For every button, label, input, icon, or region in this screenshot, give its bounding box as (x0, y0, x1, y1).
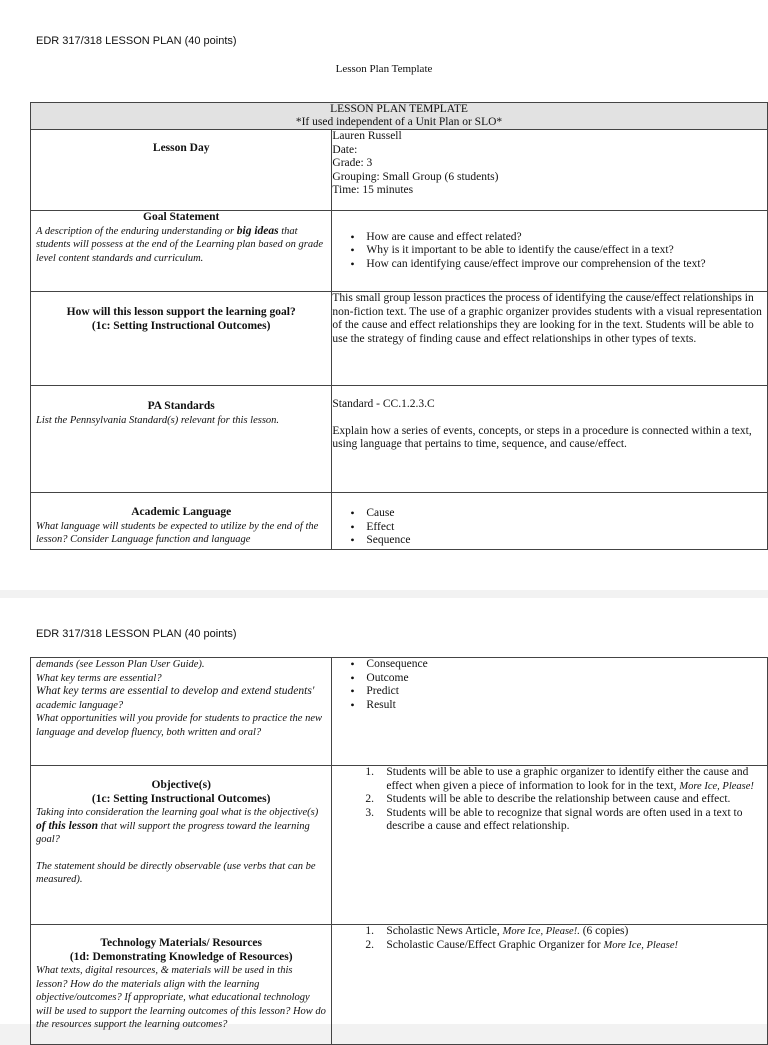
list-item: • Effect (332, 521, 767, 535)
standards-label: PA Standards (147, 400, 215, 412)
technology-desc: What texts, digital resources, & materials will be used in this lesson? How do the materials align with the learning objective/outcomes? If appropriate, what educational technology will be used to support the learning outcomes of this lesson? How do the resources support the learning outcomes? (36, 965, 326, 1030)
row-goal-statement (31, 211, 768, 292)
support-sublabel: (1c: Setting Instructional Outcomes) (91, 319, 271, 332)
template-subtitle: *If used independent of a Unit Plan or SLO* (295, 115, 503, 128)
academic-desc-language: academic language? (36, 699, 124, 711)
support-text: This small group lesson practices the process of identifying the cause/effect relationships in non-fiction text. The use of a graphic organizer provides students with a visual representation of the cause and effect relationships they are looking for in the text. Students will be able to use the strategy of finding cause and effect relationships in other types of texts. (332, 292, 762, 345)
list-item: • Why is it important to be able to identify the cause/effect in a text? (332, 244, 767, 258)
row-academic-language-cont (31, 658, 768, 766)
objectives-measurable-note: The statement should be directly observable (use verbs that can be measured). (36, 860, 316, 885)
row-pa-standards (31, 386, 768, 493)
goal-statement-desc: A description of the enduring understanding or big ideas that students will possess at the end of the Learning plan based on grade level content standards and curriculum. (36, 224, 323, 264)
list-item: • How are cause and effect related? (332, 231, 767, 245)
academic-terms (332, 507, 767, 548)
objectives-sublabel: (1c: Setting Instructional Outcomes) (91, 792, 271, 805)
list-item: Scholastic News Article, More Ice, Please!. (6 copies) (386, 925, 629, 937)
academic-desc-develop: What key terms are essential to develop and extend students' (36, 685, 315, 697)
grade-line: Grade: 3 (332, 157, 373, 169)
lesson-day-label: Lesson Day (152, 142, 210, 154)
list-item: • Outcome (332, 672, 767, 686)
objectives-label: Objective(s) (151, 779, 211, 791)
lesson-plan-table-continued (30, 657, 768, 1045)
grouping-line: Grouping: Small Group (6 students) (332, 170, 499, 183)
standard-code: Standard - CC.1.2.3.C (332, 398, 435, 410)
page-header: EDR 317/318 LESSON PLAN (40 points) (36, 628, 237, 640)
list-item: • Sequence (332, 534, 767, 548)
lesson-plan-table (30, 102, 768, 550)
objectives-list (332, 766, 767, 834)
academic-terms-cont (332, 658, 767, 712)
page-2 (0, 598, 768, 1030)
goal-statement-label: Goal Statement (143, 211, 220, 223)
goal-questions (332, 231, 767, 272)
teacher-name: Lauren Russell (332, 130, 402, 142)
list-item: • Cause (332, 507, 767, 521)
list-item: • Result (332, 699, 767, 713)
list-item: Students will be able to use a graphic organizer to identify either the cause and effect when given a piece of information to look for in the text, More Ice, Please! (386, 766, 754, 792)
document-subtitle: Lesson Plan Template (335, 63, 433, 75)
academic-language-label: Academic Language (131, 506, 232, 518)
time-line: Time: 15 minutes (332, 184, 414, 196)
date-line: Date: (332, 143, 358, 156)
row-objectives (31, 766, 768, 925)
list-item: • How can identifying cause/effect improve our comprehension of the text? (332, 258, 767, 272)
objectives-desc: Taking into consideration the learning goal what is the objective(s) of this lesson that will support the progress toward the learning goal? (36, 807, 319, 845)
row-technology (31, 925, 768, 1045)
resources-list (332, 925, 767, 952)
standards-desc: List the Pennsylvania Standard(s) relevant for this lesson. (36, 414, 280, 426)
support-label: How will this lesson support the learning goal? (66, 306, 296, 318)
template-heading (31, 103, 768, 130)
list-item: • Predict (332, 685, 767, 699)
page-header: EDR 317/318 LESSON PLAN (40 points) (36, 35, 237, 47)
list-item: • Consequence (332, 658, 767, 672)
row-academic-language (31, 493, 768, 550)
row-learning-support (31, 292, 768, 386)
list-item: Students will be able to describe the relationship between cause and effect. (386, 793, 731, 805)
academic-language-desc: What language will students be expected to utilize by the end of the lesson? Consider Language function and language (36, 520, 319, 545)
technology-label: Technology Materials/ Resources (100, 937, 263, 949)
standard-text: Explain how a series of events, concepts, or steps in a procedure is connected within a text, using language that pertains to time, sequence, and cause/effect. (332, 424, 752, 450)
list-item: Scholastic Cause/Effect Graphic Organizer for More Ice, Please! (386, 938, 678, 951)
template-title: LESSON PLAN TEMPLATE (330, 103, 468, 115)
lesson-day-info (332, 130, 768, 211)
academic-desc-practice: What opportunities will you provide for students to practice the new language and develop fluency, both written and oral? (36, 713, 322, 738)
list-item: Students will be able to recognize that signal words are often used in a text to describe a cause and effect relationship. (386, 806, 743, 832)
academic-desc-terms: What key terms are essential? (36, 672, 162, 684)
academic-desc-cont: demands (see Lesson Plan User Guide). (36, 659, 205, 670)
row-lesson-day (31, 130, 768, 211)
technology-sublabel: (1d: Demonstrating Knowledge of Resources) (69, 950, 293, 963)
